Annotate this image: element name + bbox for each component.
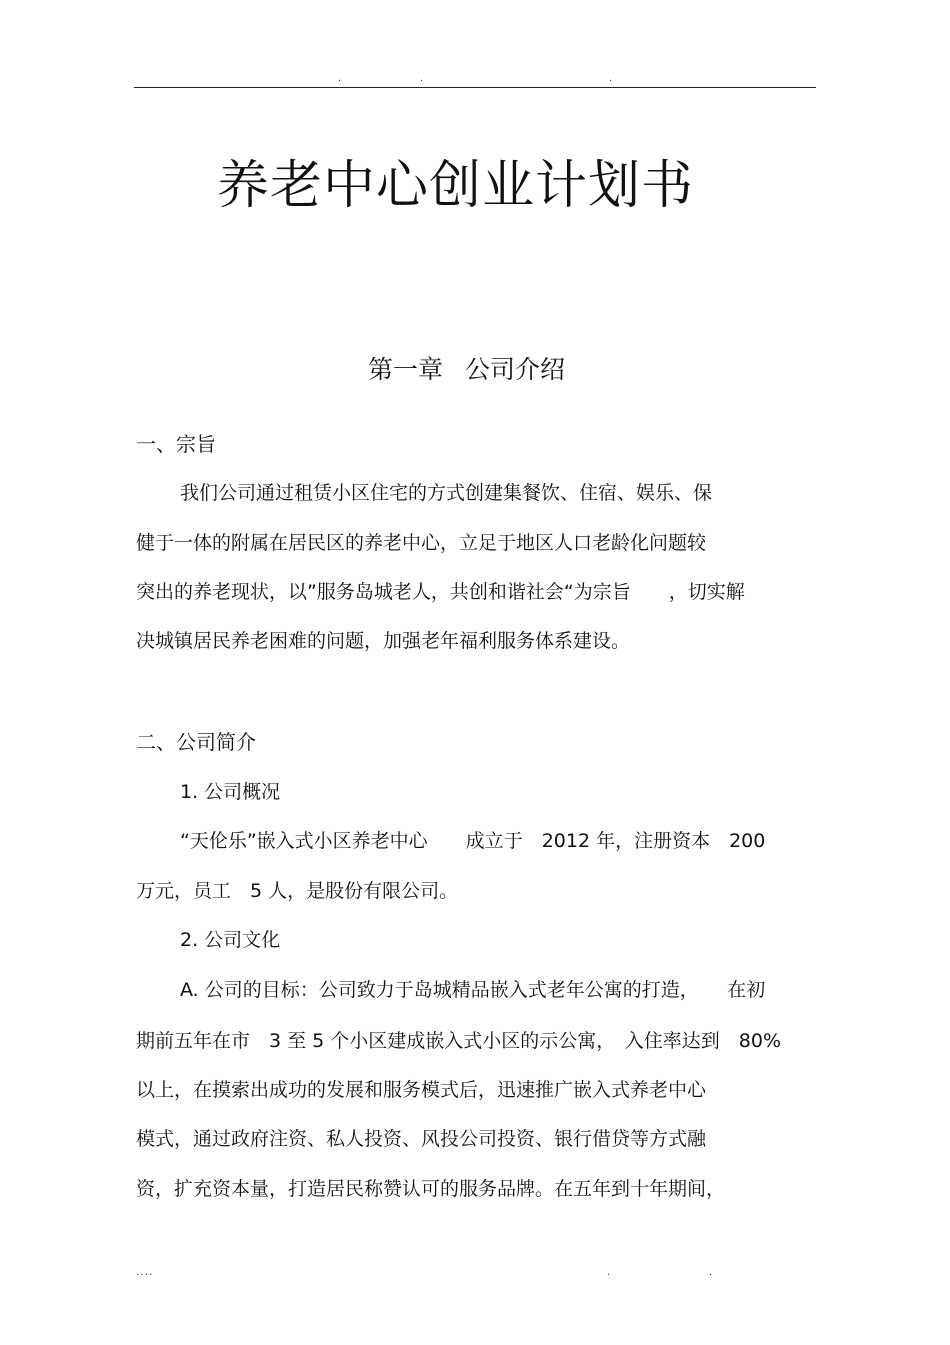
footer-dot: .	[607, 1267, 611, 1278]
paragraph-line: 我们公司通过租赁小区住宅的方式创建集餐饮、住宿、娱乐、保	[180, 482, 713, 504]
section-heading-purpose: 一、宗旨	[136, 432, 216, 456]
paragraph-line: 资，扩充资本量，打造居民称赞认可的服务品牌。在五年到十年期间，	[136, 1178, 726, 1200]
header-rule	[134, 87, 816, 88]
footer-marks: . . . .	[136, 1267, 152, 1278]
paragraph-line: 健于一体的附属在居民区的养老中心，立足于地区人口老龄化问题较	[136, 532, 707, 554]
paragraph-line: 以上，在摸索出成功的发展和服务模式后，迅速推广嵌入式养老中心	[136, 1079, 707, 1101]
paragraph-line: 突出的养老现状，以”服务岛城老人，共创和谐社会“为宗旨 ，切实解	[136, 581, 745, 603]
chapter-number: 第一章	[368, 355, 444, 384]
subsection-heading-overview: 1. 公司概况	[180, 781, 281, 803]
section-heading-profile: 二、公司简介	[136, 730, 256, 754]
paragraph-line: A. 公司的目标：公司致力于岛城精品嵌入式老年公寓的打造， 在初	[180, 979, 766, 1001]
header-dot: .	[420, 73, 424, 84]
header-dot: .	[609, 73, 613, 84]
footer-dot: .	[709, 1267, 713, 1278]
chapter-heading	[368, 350, 565, 390]
document-title: 养老中心创业计划书	[217, 156, 695, 216]
paragraph-line: 万元，员工 5 人，是股份有限公司。	[136, 880, 459, 902]
subsection-heading-culture: 2. 公司文化	[180, 929, 281, 951]
paragraph-line: 期前五年在市 3 至 5 个小区建成嵌入式小区的示公寓， 入住率达到 80%	[136, 1030, 782, 1052]
paragraph-line: 决城镇居民养老困难的问题，加强老年福利服务体系建设。	[136, 630, 631, 652]
chapter-name: 公司介绍	[465, 355, 566, 384]
paragraph-line: “天伦乐”嵌入式小区养老中心 成立于 2012 年，注册资本 200	[180, 830, 766, 852]
paragraph-line: 模式，通过政府注资、私人投资、风投公司投资、银行借贷等方式融	[136, 1128, 707, 1150]
header-dot: .	[338, 73, 342, 84]
